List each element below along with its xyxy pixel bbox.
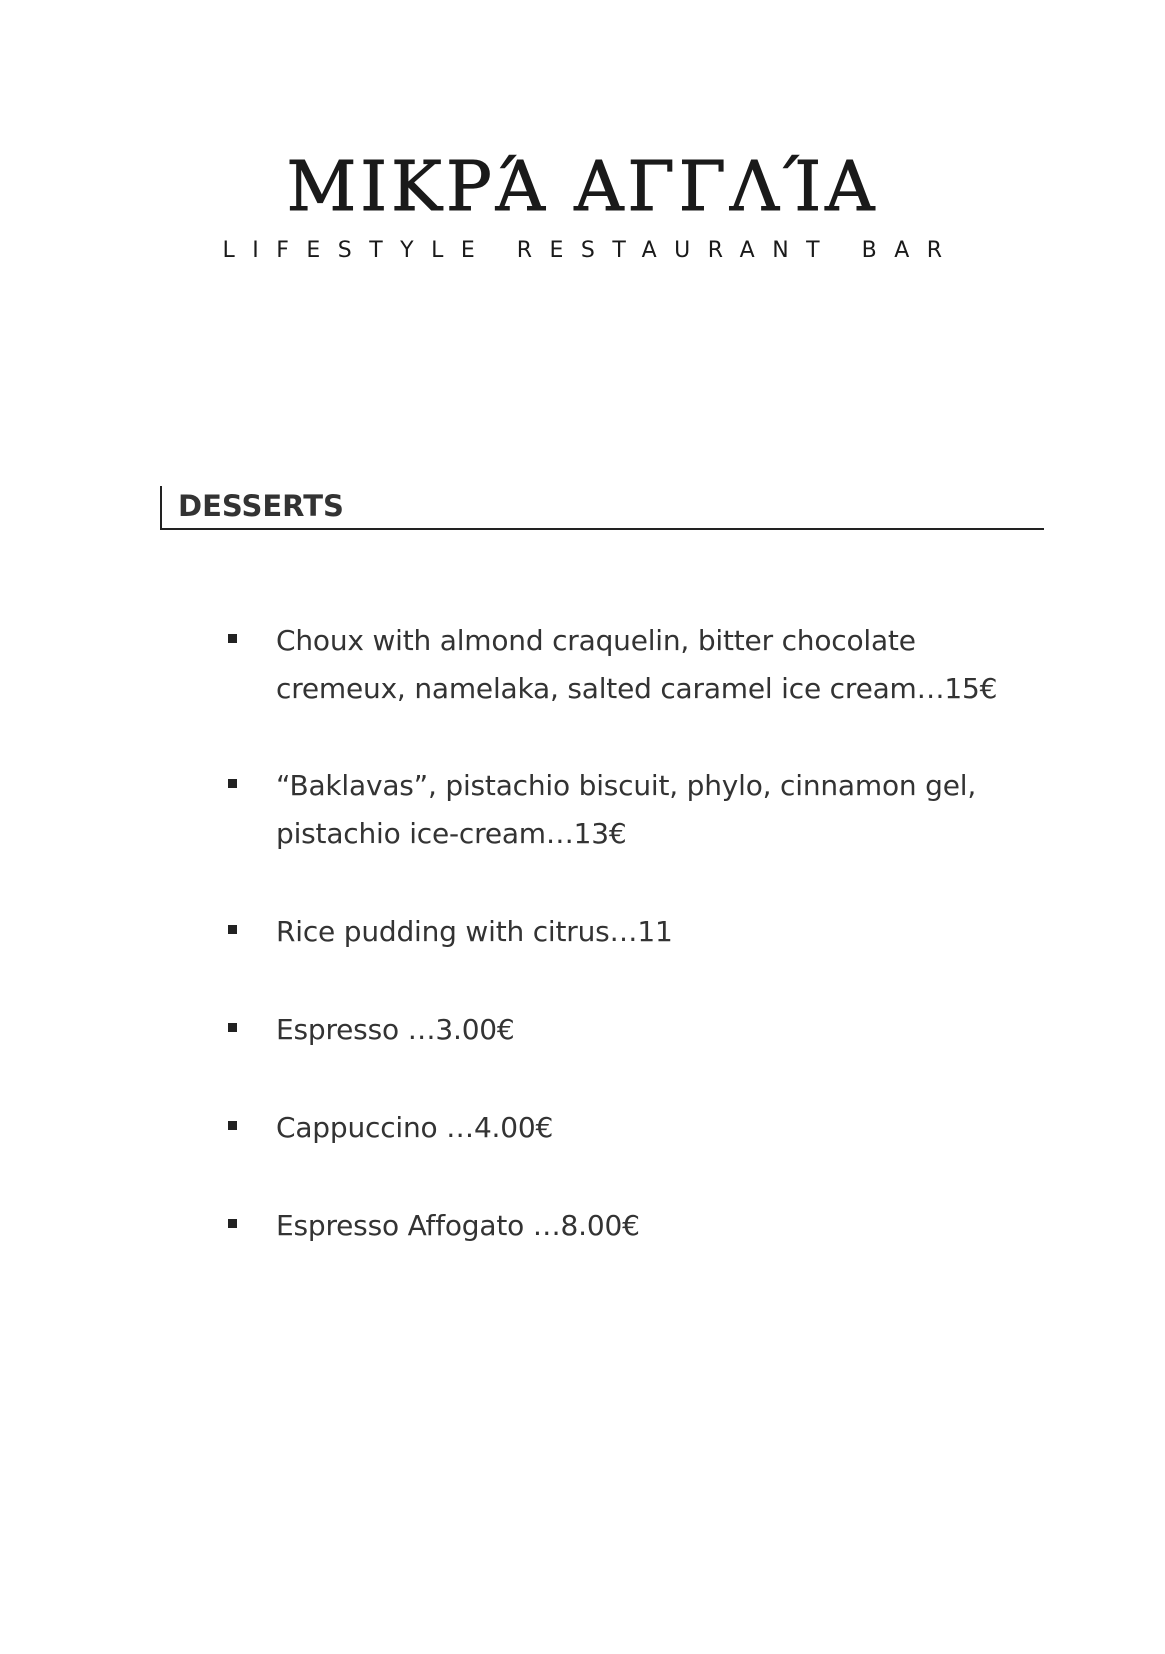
bullet-square-icon bbox=[228, 1219, 237, 1228]
menu-item-text: Choux with almond craquelin, bitter chocolate cremeux, namelaka, salted caramel ice cream…15€ bbox=[276, 624, 998, 705]
restaurant-logo bbox=[0, 148, 1165, 264]
menu-item-text: Espresso …3.00€ bbox=[276, 1013, 515, 1046]
menu-item-text: Espresso Affogato …8.00€ bbox=[276, 1209, 640, 1242]
restaurant-name: ΜΙΚΡΆ ΑΓΓΛΊΑ bbox=[286, 148, 879, 227]
bullet-square-icon bbox=[228, 634, 237, 643]
bullet-square-icon bbox=[228, 1121, 237, 1130]
section-heading bbox=[160, 486, 1044, 530]
menu-item-text: Rice pudding with citrus…11 bbox=[276, 915, 673, 948]
bullet-square-icon bbox=[228, 925, 237, 934]
menu-item-text: Cappuccino …4.00€ bbox=[276, 1111, 554, 1144]
restaurant-tagline: LIFESTYLE RESTAURANT BAR bbox=[222, 238, 960, 263]
menu-item-text: “Baklavas”, pistachio biscuit, phylo, cinnamon gel, pistachio ice-cream…13€ bbox=[276, 769, 977, 850]
bullet-square-icon bbox=[228, 1023, 237, 1032]
section-title: DESSERTS bbox=[178, 489, 344, 523]
bullet-square-icon bbox=[228, 779, 237, 788]
